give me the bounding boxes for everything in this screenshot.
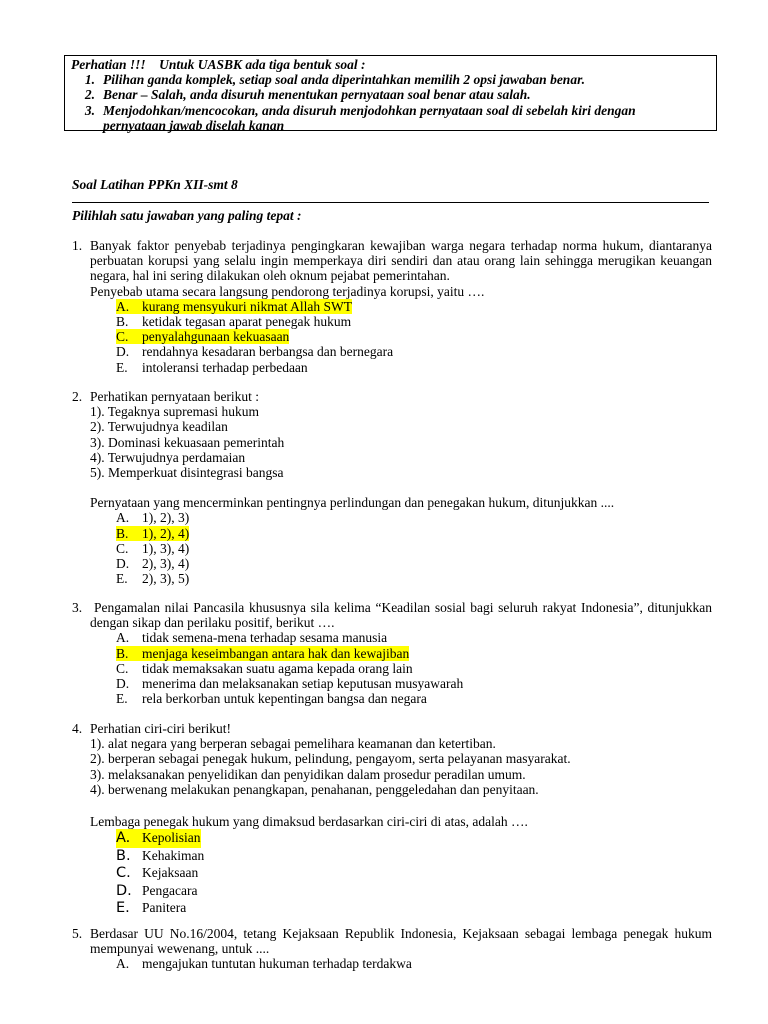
statement-item: 1). Tegaknya supremasi hukum	[90, 404, 260, 420]
question-1	[72, 238, 712, 375]
option-text: 2), 3), 4)	[142, 555, 190, 571]
option-letter: B.	[116, 525, 129, 541]
notice-heading: Perhatian !!! Untuk UASBK ada tiga bentuk soal :	[71, 57, 366, 72]
option-a[interactable]	[72, 299, 712, 314]
statement-item: 2). berperan sebagai penegak hukum, pelindung, pengayom, serta pelayanan masyarakat.	[90, 751, 571, 767]
option-e[interactable]	[72, 691, 712, 706]
question-prompt: Lembaga penegak hukum yang dimaksud berdasarkan ciri-ciri di atas, adalah ….	[90, 814, 528, 830]
option-letter: A.	[116, 298, 130, 314]
option-text: 2), 3), 5)	[142, 571, 190, 587]
option-letter: A.	[116, 956, 130, 972]
option-a[interactable]	[72, 630, 712, 645]
option-d[interactable]	[72, 676, 712, 691]
option-text: Pengacara	[142, 882, 198, 898]
option-text: penyalahgunaan kekuasaan	[142, 329, 290, 345]
question-text: Berdasar UU No.16/2004, tetang Kejaksaan Republik Indonesia, Kejaksaan sebagai lembaga penegak hukum mempunyai wewenang, untuk ....	[90, 926, 712, 957]
notice-box	[64, 55, 717, 131]
question-number: 4.	[72, 721, 83, 736]
question-number: 5.	[72, 926, 83, 941]
option-letter: E.	[116, 571, 128, 587]
option-list	[72, 829, 712, 917]
option-text: Kepolisian	[142, 830, 201, 846]
statement-item: 3). melaksanakan penyelidikan dan penyidikan dalam prosedur peradilan umum.	[90, 766, 526, 782]
option-letter: D.	[116, 882, 132, 899]
question-text: Banyak faktor penyebab terjadinya pengingkaran kewajiban warga negara terhadap norma hukum, diantaranya perbuatan korupsi yang selalu ingin memperkaya diri sendiri dan atau orang lain sehingga merugikan keuangan negara, hal ini sering dilakukan oleh oknum pejabat pemerintahan.	[90, 238, 712, 284]
option-c[interactable]	[72, 864, 712, 882]
option-text: menjaga keseimbangan antara hak dan kewajiban	[142, 645, 410, 661]
worksheet-title: Soal Latihan PPKn XII-smt 8	[72, 177, 238, 192]
instruction-text: Pilihlah satu jawaban yang paling tepat :	[72, 208, 302, 223]
statement-item: 3). Dominasi kekuasaan pemerintah	[90, 434, 285, 450]
question-prompt: Pernyataan yang mencerminkan pentingnya perlindungan dan penegakan hukum, ditunjukkan ....	[90, 495, 615, 511]
option-letter: D.	[116, 675, 130, 691]
option-text: tidak semena-mena terhadap sesama manusia	[142, 630, 388, 646]
option-letter: B.	[116, 847, 131, 864]
option-c[interactable]	[72, 661, 712, 676]
option-text: intoleransi terhadap perbedaan	[142, 359, 308, 375]
option-text: tidak memaksakan suatu agama kepada orang lain	[142, 660, 413, 676]
option-text: mengajukan tuntutan hukuman terhadap terdakwa	[142, 956, 412, 972]
option-text: 1), 2), 4)	[142, 525, 190, 541]
notice-item-text: Menjodohkan/mencocokan, anda disuruh menjodohkan pernyataan soal di sebelah kiri dengan pernyataan jawab diselah kanan	[103, 102, 636, 133]
question-prompt: Penyebab utama secara langsung pendorong terjadinya korupsi, yaitu ….	[90, 283, 485, 299]
option-letter: C.	[116, 865, 131, 882]
question-4	[72, 721, 712, 917]
option-list	[72, 956, 712, 971]
question-stem	[72, 721, 712, 736]
statement-item: 4). berwenang melakukan penangkapan, penahanan, penggeledahan dan penyitaan.	[90, 781, 539, 797]
option-letter: E.	[116, 359, 128, 375]
option-a[interactable]	[72, 956, 712, 971]
option-letter: E.	[116, 691, 128, 707]
option-d[interactable]	[72, 882, 712, 900]
option-text: 1), 3), 4)	[142, 540, 190, 556]
option-b[interactable]	[72, 646, 712, 661]
option-letter: A.	[116, 830, 131, 847]
question-text: Pengamalan nilai Pancasila khususnya sila kelima “Keadilan sosial bagi seluruh rakyat Indonesia”, ditunjukkan dengan sikap dan perilaku positif, berikut ….	[90, 600, 712, 631]
statement-item: 5). Memperkuat disintegrasi bangsa	[90, 465, 284, 481]
option-letter: C.	[116, 540, 129, 556]
option-letter: B.	[116, 314, 129, 329]
notice-item-number: 1.	[84, 72, 95, 88]
option-a[interactable]	[72, 510, 712, 525]
option-d[interactable]	[72, 556, 712, 571]
notice-item-text: Benar – Salah, anda disuruh menentukan pernyataan soal benar atau salah.	[103, 87, 531, 103]
option-text: rela berkorban untuk kepentingan bangsa dan negara	[142, 691, 427, 707]
option-c[interactable]	[72, 329, 712, 344]
option-letter: A.	[116, 630, 130, 646]
notice-item	[71, 72, 710, 87]
option-e[interactable]	[72, 899, 712, 917]
option-text: Kejaksaan	[142, 865, 199, 881]
question-stem	[72, 238, 712, 284]
question-3	[72, 600, 712, 706]
option-letter: C.	[116, 660, 129, 676]
notice-list	[71, 72, 710, 133]
option-text: 1), 2), 3)	[142, 510, 190, 526]
question-stem	[72, 600, 712, 630]
question-stem	[72, 926, 712, 956]
statement-item: 1). alat negara yang berperan sebagai pemelihara keamanan dan ketertiban.	[90, 736, 496, 752]
option-text: ketidak tegasan aparat penegak hukum	[142, 314, 352, 329]
option-e[interactable]	[72, 571, 712, 586]
question-2	[72, 389, 712, 586]
option-letter: A.	[116, 510, 130, 526]
option-letter: B.	[116, 645, 129, 661]
option-b[interactable]	[72, 314, 712, 329]
option-letter: C.	[116, 329, 129, 345]
option-text: Panitera	[142, 900, 187, 916]
option-text: menerima dan melaksanakan setiap keputusan musyawarah	[142, 675, 464, 691]
option-e[interactable]	[72, 360, 712, 375]
option-b[interactable]	[72, 526, 712, 541]
option-c[interactable]	[72, 541, 712, 556]
option-a[interactable]	[72, 829, 712, 847]
notice-item-text: Pilihan ganda komplek, setiap soal anda diperintahkan memilih 2 opsi jawaban benar.	[103, 72, 585, 88]
statement-item: 2). Terwujudnya keadilan	[90, 419, 228, 435]
question-text: Perhatikan pernyataan berikut :	[90, 389, 260, 404]
option-list	[72, 510, 712, 586]
option-b[interactable]	[72, 847, 712, 865]
option-text: Kehakiman	[142, 847, 205, 863]
option-list	[72, 630, 712, 706]
question-stem	[72, 389, 712, 404]
option-list	[72, 299, 712, 375]
question-5	[72, 926, 712, 972]
option-text: rendahnya kesadaran berbangsa dan bernegara	[142, 344, 394, 360]
question-number: 1.	[72, 238, 83, 253]
question-text: Perhatian ciri-ciri berikut!	[90, 721, 231, 736]
option-text: kurang mensyukuri nikmat Allah SWT	[142, 298, 352, 314]
option-letter: E.	[116, 900, 130, 917]
title-divider	[72, 202, 709, 203]
statement-item: 4). Terwujudnya perdamaian	[90, 449, 246, 465]
notice-item-number: 3.	[84, 102, 95, 118]
question-number: 3.	[72, 600, 83, 615]
option-letter: D.	[116, 344, 130, 360]
notice-item-number: 2.	[84, 87, 95, 103]
question-number: 2.	[72, 389, 83, 404]
notice-item	[71, 103, 710, 133]
option-letter: D.	[116, 555, 130, 571]
notice-item	[71, 87, 710, 102]
option-d[interactable]	[72, 344, 712, 359]
